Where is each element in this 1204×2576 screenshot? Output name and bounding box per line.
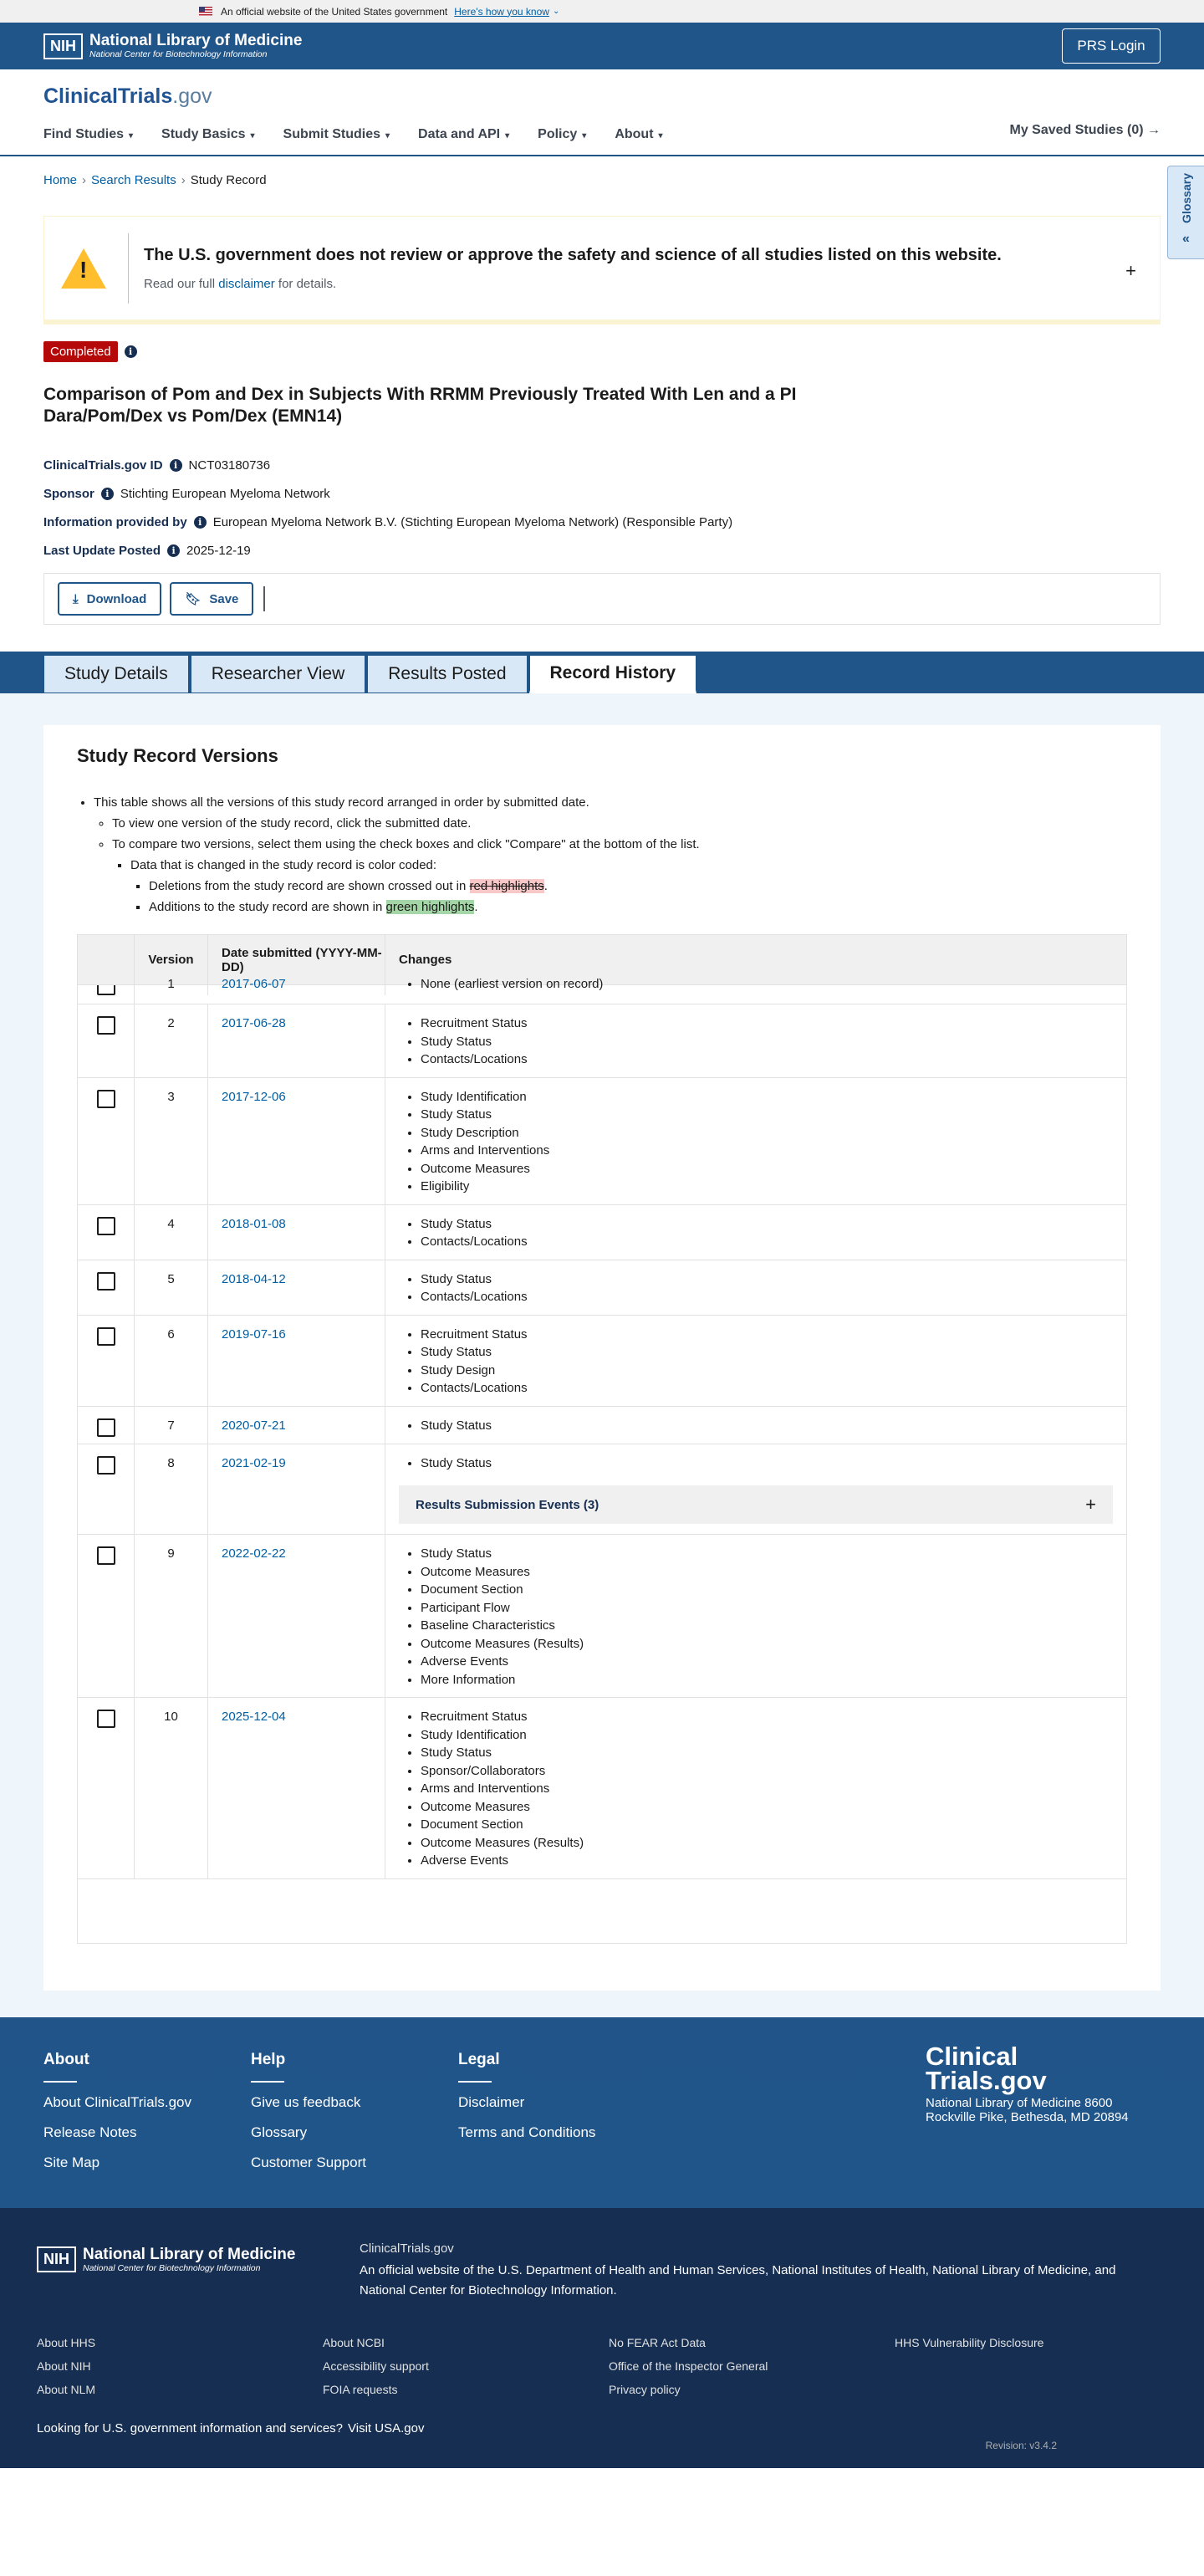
- breadcrumb-current: Study Record: [190, 173, 267, 187]
- change-item: • Document Section: [421, 1814, 1126, 1836]
- additions-legend: ▪ Additions to the study record are shown in green highlights.: [149, 897, 1127, 917]
- change-item: • Document Section: [421, 1579, 1126, 1601]
- version-checkbox[interactable]: [97, 1546, 115, 1565]
- version-date-link[interactable]: 2022-02-22: [222, 1546, 286, 1561]
- disclaimer-title: The U.S. government does not review or approve the safety and science of all studies listed on this website.: [144, 245, 1002, 264]
- footer-ctg: ClinicalTrials.gov: [360, 2241, 454, 2256]
- change-item: • Outcome Measures: [421, 1561, 1126, 1583]
- heres-how-link[interactable]: Here's how you know: [454, 5, 549, 18]
- version-checkbox[interactable]: [97, 985, 115, 995]
- prs-login-button[interactable]: PRS Login: [1062, 28, 1161, 64]
- change-item: • Contacts/Locations: [421, 1377, 1126, 1399]
- footer-help: [251, 2051, 458, 2208]
- info-icon[interactable]: i: [125, 345, 137, 358]
- expand-plus-icon[interactable]: +: [1125, 260, 1136, 281]
- version-date-link[interactable]: 2017-06-07: [222, 977, 286, 991]
- change-item: • Study Status: [421, 1269, 1126, 1291]
- id-label: ClinicalTrials.gov ID: [43, 457, 163, 473]
- results-events-label: Results Submission Events (3): [416, 1497, 599, 1512]
- green-highlight-sample: green highlights: [385, 900, 475, 914]
- change-item: • Contacts/Locations: [421, 1231, 1126, 1253]
- version-checkbox[interactable]: [97, 1418, 115, 1437]
- change-item: • Outcome Measures: [421, 1797, 1126, 1818]
- changes-list: [399, 1214, 1126, 1253]
- footer-link[interactable]: Release Notes: [43, 2124, 137, 2140]
- double-chevron-left-icon: «: [1182, 231, 1190, 246]
- save-button[interactable]: 🔖︎ Save: [170, 582, 253, 616]
- sponsor-value: Stichting European Myeloma Network: [120, 486, 330, 501]
- info-icon[interactable]: i: [101, 488, 114, 500]
- version-date-link[interactable]: 2017-12-06: [222, 1089, 286, 1104]
- last-update-label: Last Update Posted: [43, 543, 161, 558]
- nih-logo: NIH: [37, 2246, 76, 2272]
- version-checkbox[interactable]: [97, 1016, 115, 1035]
- glossary-tab[interactable]: [1167, 166, 1204, 259]
- footer-brand-line2: Trials.gov: [926, 2065, 1047, 2095]
- table-row: [78, 1535, 1126, 1698]
- footer-link[interactable]: Disclaimer: [458, 2093, 525, 2110]
- version-number: 1: [135, 977, 208, 995]
- sponsor-label: Sponsor: [43, 486, 94, 501]
- changes-list: [399, 1706, 1126, 1872]
- change-item: • More Information: [421, 1669, 1126, 1691]
- deletions-legend: ▪ Deletions from the study record are shown crossed out in red highlights.: [149, 876, 1127, 897]
- change-item: • Study Design: [421, 1360, 1126, 1382]
- table-row: [78, 1004, 1126, 1078]
- content-area: [0, 693, 1204, 2017]
- changes-list: [399, 1324, 1126, 1399]
- chevron-down-icon: ▾: [250, 131, 255, 141]
- nav-find-studies[interactable]: Find Studies ▾: [43, 127, 134, 141]
- footer-link[interactable]: About NCBI: [323, 2335, 385, 2349]
- version-checkbox[interactable]: [97, 1090, 115, 1108]
- nlm-title: National Library of Medicine: [83, 2245, 296, 2263]
- version-number: 4: [135, 1205, 208, 1260]
- tab-record-history[interactable]: Record History: [529, 655, 697, 693]
- change-item: • None (earliest version on record): [421, 977, 1126, 995]
- footer-link[interactable]: Privacy policy: [609, 2382, 681, 2396]
- changes-list: [399, 1453, 1126, 1475]
- warning-icon: [56, 248, 111, 289]
- nav-about[interactable]: About ▾: [615, 127, 663, 141]
- change-item: • Eligibility: [421, 1176, 1126, 1198]
- footer-address: National Library of Medicine 8600 Rockville Pike, Bethesda, MD 20894: [926, 2095, 1129, 2124]
- instruction-item: ◦ To view one version of the study record, click the submitted date.: [112, 813, 1127, 834]
- tab-study-details[interactable]: Study Details: [43, 655, 189, 693]
- versions-title: Study Record Versions: [77, 745, 278, 766]
- footer-link[interactable]: FOIA requests: [323, 2382, 398, 2396]
- changes-list: [399, 1415, 1126, 1437]
- clinicaltrials-logo[interactable]: [43, 84, 1161, 109]
- footer-top: [0, 2017, 1204, 2208]
- table-row: [78, 1078, 1126, 1205]
- footer-link[interactable]: About ClinicalTrials.gov: [43, 2093, 191, 2110]
- footer-link[interactable]: HHS Vulnerability Disclosure: [895, 2335, 1044, 2349]
- study-title: Comparison of Pom and Dex in Subjects With RRMM Previously Treated With Len and a PI Dara/Pom/Dex vs Pom/Dex (EMN14): [43, 385, 797, 426]
- chevron-down-icon: ▾: [505, 131, 510, 141]
- table-row: [78, 977, 1126, 1004]
- footer-link[interactable]: No FEAR Act Data: [609, 2335, 706, 2349]
- change-item: • Study Identification: [421, 1725, 1126, 1746]
- change-item: • Recruitment Status: [421, 1324, 1126, 1346]
- change-item: • Study Status: [421, 1342, 1126, 1363]
- change-item: • Sponsor/Collaborators: [421, 1761, 1126, 1782]
- version-number: 6: [135, 1316, 208, 1406]
- footer-link[interactable]: Terms and Conditions: [458, 2124, 596, 2140]
- footer-bottom-links: [37, 2336, 1167, 2396]
- version-checkbox[interactable]: [97, 1272, 115, 1291]
- change-item: • Baseline Characteristics: [421, 1615, 1126, 1637]
- chevron-down-icon: ▾: [385, 131, 390, 141]
- footer-brand-line1: Clinical: [926, 2041, 1018, 2071]
- nlm-link[interactable]: National Library of Medicine: [932, 2262, 1089, 2277]
- main-nav: [43, 127, 1161, 142]
- gov-banner: [0, 0, 1204, 23]
- change-item: • Study Status: [421, 1104, 1126, 1126]
- provided-by-label: Information provided by: [43, 514, 187, 529]
- change-item: • Arms and Interventions: [421, 1778, 1126, 1800]
- change-item: • Adverse Events: [421, 1850, 1126, 1872]
- bookmark-icon: 🔖︎: [185, 592, 202, 606]
- version-number: 7: [135, 1407, 208, 1444]
- version-number: 2: [135, 1004, 208, 1077]
- hhs-link[interactable]: U.S. Department of Health and Human Services: [497, 2262, 765, 2277]
- version-date-link[interactable]: 2017-06-28: [222, 1016, 286, 1030]
- logo-main: ClinicalTrials: [43, 84, 173, 108]
- changes-list: [399, 1269, 1126, 1308]
- actions-bar: [43, 573, 1161, 625]
- versions-card: [43, 725, 1161, 1991]
- tab-bar: [0, 652, 1204, 693]
- table-row: [78, 1444, 1126, 1536]
- change-item: • Study Status: [421, 1453, 1126, 1475]
- col-date-header: Date submitted (YYYY-MM-DD): [208, 935, 385, 984]
- nav-study-basics[interactable]: Study Basics ▾: [161, 127, 255, 141]
- change-item: • Study Status: [421, 1742, 1126, 1764]
- nav-data-api[interactable]: Data and API ▾: [418, 127, 510, 141]
- table-footer: [78, 1879, 1126, 1943]
- disclaimer-text: Read our full disclaimer for details.: [144, 276, 337, 291]
- change-item: • Study Identification: [421, 1086, 1126, 1108]
- change-item: • Contacts/Locations: [421, 1286, 1126, 1308]
- footer-link[interactable]: About HHS: [37, 2335, 96, 2349]
- chevron-down-icon: ▾: [658, 131, 663, 141]
- versions-table: [77, 934, 1127, 1944]
- change-item: • Recruitment Status: [421, 1706, 1126, 1728]
- nav-policy[interactable]: Policy ▾: [538, 127, 587, 141]
- chevron-down-icon[interactable]: ⌄: [552, 7, 560, 16]
- info-icon[interactable]: i: [170, 459, 182, 472]
- instruction-item: ◦ To compare two versions, select them using the check boxes and click "Compare" at the bottom of the list.: [112, 834, 1127, 855]
- tab-results-posted[interactable]: Results Posted: [367, 655, 527, 693]
- usa-gov-line: Looking for U.S. government information and services? Visit USA.gov: [37, 2420, 425, 2435]
- tab-researcher-view[interactable]: Researcher View: [191, 655, 366, 693]
- version-number: 8: [135, 1444, 208, 1535]
- footer-help-title: Help: [251, 2050, 286, 2068]
- disclaimer-link[interactable]: disclaimer: [218, 276, 275, 291]
- logo-suffix: .gov: [172, 84, 212, 108]
- breadcrumb-separator: ›: [181, 173, 186, 187]
- footer-link[interactable]: Site Map: [43, 2154, 100, 2170]
- table-row: [78, 1407, 1126, 1444]
- change-item: • Arms and Interventions: [421, 1140, 1126, 1162]
- gov-banner-text: An official website of the United States government: [221, 5, 448, 18]
- change-item: • Recruitment Status: [421, 1013, 1126, 1035]
- change-item: • Study Status: [421, 1415, 1126, 1437]
- col-version-header: Version: [135, 935, 208, 984]
- changes-list: [399, 1013, 1126, 1071]
- breadcrumb-search-results[interactable]: Search Results: [91, 173, 176, 187]
- table-row: [78, 1698, 1126, 1879]
- version-date-link[interactable]: 2020-07-21: [222, 1418, 286, 1433]
- saved-studies-link[interactable]: My Saved Studies (0) →: [1009, 123, 1161, 137]
- us-flag-icon: [199, 7, 212, 16]
- nav-submit-studies[interactable]: Submit Studies ▾: [283, 127, 390, 141]
- download-icon: ⤓: [73, 591, 79, 606]
- expand-plus-icon[interactable]: +: [1085, 1494, 1096, 1515]
- results-submission-events[interactable]: [399, 1485, 1113, 1524]
- footer-link[interactable]: Accessibility support: [323, 2359, 429, 2373]
- change-item: • Participant Flow: [421, 1597, 1126, 1619]
- version-date-link[interactable]: 2021-02-19: [222, 1455, 286, 1470]
- nih-link[interactable]: National Institutes of Health: [772, 2262, 926, 2277]
- footer-brand: [926, 2041, 1151, 2124]
- footer-link[interactable]: About NLM: [37, 2382, 96, 2396]
- version-checkbox[interactable]: [97, 1217, 115, 1235]
- table-row: [78, 1260, 1126, 1316]
- version-checkbox[interactable]: [97, 1456, 115, 1475]
- breadcrumb: [0, 173, 1204, 187]
- red-highlight-sample: red highlights: [469, 879, 544, 893]
- breadcrumb-separator: ›: [82, 173, 87, 187]
- footer-about-title: About: [43, 2050, 89, 2068]
- footer-about: [43, 2051, 251, 2208]
- version-checkbox[interactable]: [97, 1327, 115, 1346]
- info-icon[interactable]: i: [167, 544, 180, 557]
- footer-nlm-logo[interactable]: [37, 2246, 360, 2273]
- chevron-down-icon: ▾: [582, 131, 587, 141]
- footer-legal: [458, 2051, 666, 2208]
- version-checkbox[interactable]: [97, 1710, 115, 1728]
- status-badge: Completed: [43, 341, 118, 362]
- revision-label: Revision: v3.4.2: [985, 2439, 1057, 2451]
- divider: [263, 586, 265, 611]
- id-value: NCT03180736: [188, 457, 271, 473]
- footer-link[interactable]: Office of the Inspector General: [609, 2359, 768, 2373]
- info-icon[interactable]: i: [194, 516, 207, 529]
- version-number: 3: [135, 1078, 208, 1204]
- version-number: 9: [135, 1535, 208, 1697]
- nlm-subtitle: National Center for Biotechnology Information: [89, 49, 268, 59]
- footer-link[interactable]: About NIH: [37, 2359, 91, 2373]
- change-item: • Adverse Events: [421, 1651, 1126, 1673]
- change-item: • Outcome Measures (Results): [421, 1633, 1126, 1655]
- version-date-link[interactable]: 2018-01-08: [222, 1216, 286, 1231]
- ct-header: [0, 69, 1204, 156]
- breadcrumb-home[interactable]: Home: [43, 173, 78, 187]
- change-item: • Outcome Measures (Results): [421, 1832, 1126, 1854]
- footer-link[interactable]: Give us feedback: [251, 2093, 361, 2110]
- nih-logo: NIH: [43, 33, 83, 59]
- changes-list: [399, 1086, 1126, 1198]
- change-item: • Outcome Measures: [421, 1158, 1126, 1180]
- changes-list: [399, 1543, 1126, 1690]
- provided-by-value: European Myeloma Network B.V. (Stichting European Myeloma Network) (Responsible Party): [212, 514, 733, 529]
- version-date-link[interactable]: 2025-12-04: [222, 1710, 286, 1724]
- version-date-link[interactable]: 2018-04-12: [222, 1271, 286, 1286]
- instruction-item: ▪ Data that is changed in the study record is color coded:: [130, 855, 1127, 876]
- visit-usa-link[interactable]: Visit USA.gov: [348, 2420, 425, 2435]
- version-number: 10: [135, 1698, 208, 1878]
- ncbi-link[interactable]: National Center for Biotechnology Information: [360, 2282, 614, 2297]
- instructions-list: [77, 792, 1127, 917]
- version-number: 5: [135, 1260, 208, 1315]
- table-row: [78, 1316, 1126, 1407]
- chevron-down-icon: ▾: [129, 131, 134, 141]
- change-item: • Contacts/Locations: [421, 1049, 1126, 1071]
- table-row: [78, 1205, 1126, 1260]
- arrow-right-icon: →: [1147, 123, 1161, 137]
- status-row: [43, 341, 1161, 362]
- col-changes-header: Changes: [399, 953, 452, 967]
- change-item: • Study Status: [421, 1031, 1126, 1053]
- footer-link[interactable]: Glossary: [251, 2124, 308, 2140]
- nlm-subtitle: National Center for Biotechnology Information: [83, 2262, 261, 2273]
- nlm-logo[interactable]: [43, 33, 302, 59]
- changes-list: [399, 977, 1126, 995]
- official-website-text: An official website of the U.S. Department of Health and Human Services, National Institutes of Health, National Library of Medicine, and National Center for Biotechnology Information.: [360, 2262, 1116, 2297]
- footer-bottom: [0, 2208, 1204, 2468]
- footer-link[interactable]: Customer Support: [251, 2154, 366, 2170]
- nlm-header: [0, 23, 1204, 69]
- nlm-title: National Library of Medicine: [89, 32, 303, 49]
- instruction-item: • This table shows all the versions of this study record arranged in order by submitted date.: [94, 792, 1127, 813]
- change-item: • Study Status: [421, 1543, 1126, 1565]
- footer-legal-title: Legal: [458, 2050, 500, 2068]
- disclaimer-alert: [43, 216, 1161, 325]
- glossary-label: Glossary: [1179, 173, 1193, 223]
- version-date-link[interactable]: 2019-07-16: [222, 1326, 286, 1342]
- change-item: • Study Status: [421, 1214, 1126, 1235]
- download-button[interactable]: ⤓ Download: [58, 582, 161, 616]
- study-meta: [43, 451, 1161, 565]
- last-update-value: 2025-12-19: [186, 543, 251, 558]
- change-item: • Study Description: [421, 1122, 1126, 1144]
